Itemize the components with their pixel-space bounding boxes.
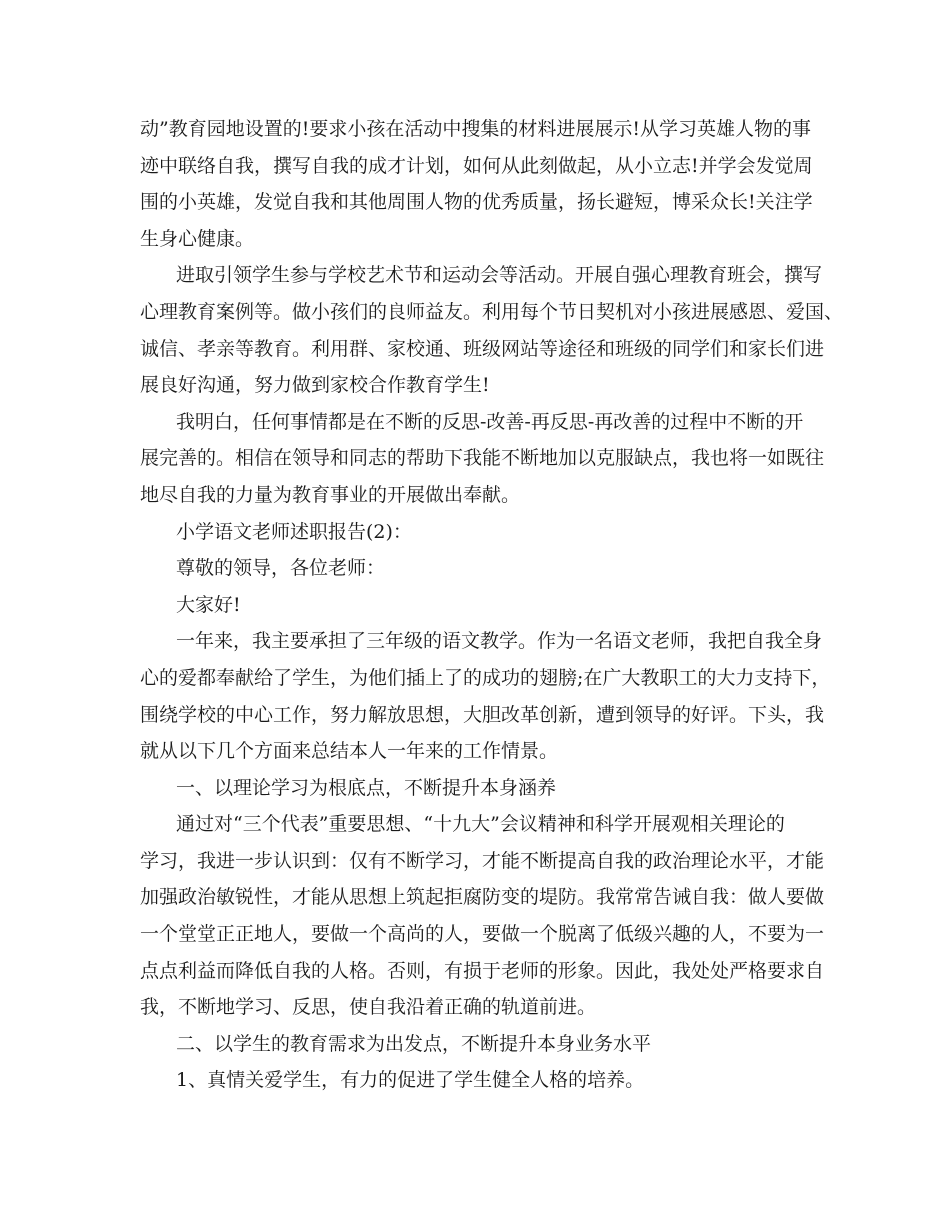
text-line: 加强政治敏锐性，才能从思想上筑起拒腐防变的堤防。我常常告诫自我：做人要做 — [140, 886, 825, 909]
text-line: 迹中联络自我，撰写自我的成才计划，如何从此刻做起，从小立志!并学会发觉周 — [140, 154, 813, 177]
paragraph-start: 进取引领学生参与学校艺术节和运动会等活动。开展自强心理教育班会，撰写 — [176, 264, 823, 287]
subsection-heading: 1、真情关爱学生，有力的促进了学生健全人格的培养。 — [176, 1069, 645, 1092]
text-line: 诚信、孝亲等教育。利用群、家校通、班级网站等途径和班级的同学们和家长们进 — [140, 337, 825, 360]
report-title: 小学语文老师述职报告(2)： — [176, 520, 412, 543]
text-line: 心的爱都奉献给了学生，为他们插上了的成功的翅膀;在广大教职工的大力支持下， — [140, 666, 831, 689]
document-body — [140, 111, 844, 1099]
text-line: 心理教育案例等。做小孩们的良师益友。利用每个节日契机对小孩进展感恩、爱国、 — [140, 300, 844, 323]
paragraph-start: 通过对“三个代表”重要思想、“十九大”会议精神和科学开展观相关理论的 — [176, 813, 785, 836]
text-line: 展良好沟通，努力做到家校合作教育学生! — [140, 374, 490, 397]
text-line: 学习，我进一步认识到：仅有不断学习，才能不断提高自我的政治理论水平，才能 — [140, 849, 825, 872]
paragraph-start: 一年来，我主要承担了三年级的语文教学。作为一名语文老师，我把自我全身 — [176, 630, 823, 653]
salutation: 尊敬的领导，各位老师： — [176, 557, 386, 580]
section-heading: 二、以学生的教育需求为出发点，不断提升本身业务水平 — [176, 1032, 652, 1055]
text-line: 展完善的。相信在领导和同志的帮助下我能不断地加以克服缺点，我也将一如既往 — [140, 447, 825, 470]
text-line: 围绕学校的中心工作，努力解放思想，大胆改革创新，遭到领导的好评。下头，我 — [140, 703, 825, 726]
section-heading: 一、以理论学习为根底点，不断提升本身涵养 — [176, 776, 557, 799]
greeting: 大家好! — [176, 593, 241, 616]
text-line: 生身心健康。 — [140, 227, 255, 250]
text-line: 地尽自我的力量为教育事业的开展做出奉献。 — [140, 483, 521, 506]
paragraph-start: 我明白，任何事情都是在不断的反思-改善-再反思-再改善的过程中不断的开 — [176, 410, 804, 433]
text-line: 我，不断地学习、反思，使自我沿着正确的轨道前进。 — [140, 996, 597, 1019]
text-line: 一个堂堂正正地人，要做一个高尚的人，要做一个脱离了低级兴趣的人，不要为一 — [140, 923, 825, 946]
text-line: 点点利益而降低自我的人格。否则，有损于老师的形象。因此，我处处严格要求自 — [140, 959, 825, 982]
text-line: 围的小英雄，发觉自我和其他周围人物的优秀质量，扬长避短，博采众长!关注学 — [140, 191, 813, 214]
text-line: 就从以下几个方面来总结本人一年来的工作情景。 — [140, 740, 559, 763]
text-line: 动”教育园地设置的!要求小孩在活动中搜集的材料进展展示!从学习英雄人物的事 — [140, 118, 811, 140]
